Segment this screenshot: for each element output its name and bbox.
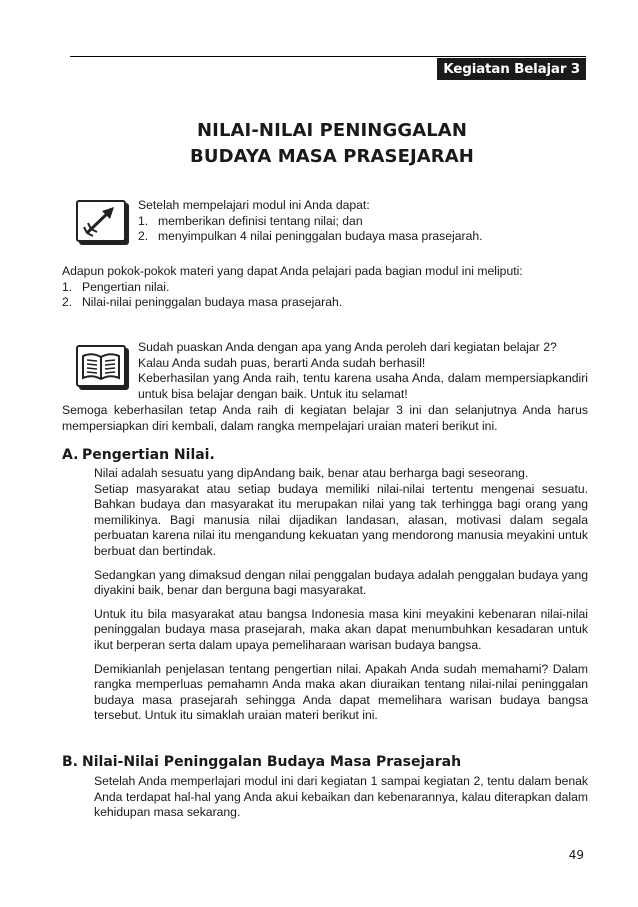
topics-block (62, 264, 588, 311)
list-item: 2. menyimpulkan 4 nilai peninggalan budaya masa prasejarah. (138, 229, 483, 244)
section-b-heading: B. Nilai-Nilai Peninggalan Budaya Masa Prasejarah (62, 754, 462, 770)
section-a-heading: A. Pengertian Nilai. (62, 447, 215, 463)
reflection-block (138, 340, 588, 402)
arrow-target-icon (76, 200, 126, 242)
page-number: 49 (568, 848, 584, 862)
objectives-intro: Setelah mempelajari modul ini Anda dapat: (138, 198, 370, 212)
paragraph: Demikianlah penjelasan tentang pengertian nilai. Apakah Anda sudah memahami? Dalam rangka memperluas pemahamn Anda maka akan diuraikan tentang nilai-nilai peninggalan budaya masa prasejarah sehingga Anda dapat memelihara warisan budaya bangsa tersebut. Untuk itu simaklah uraian materi berikut ini. (94, 661, 588, 723)
paragraph: Sedangkan yang dimaksud dengan nilai penggalan budaya adalah penggalan budaya yang diyakini baik, benar dan berguna bagi masyarakat. (94, 567, 588, 598)
section-a-body (94, 466, 588, 724)
objectives-list (138, 214, 588, 245)
list-item: 1. memberikan definisi tentang nilai; dan (138, 213, 363, 228)
reflection-closing: Semoga keberhasilan tetap Anda raih di kegiatan belajar 3 ini dan selanjutnya Anda harus mempersiapkan diri kembali, dalam rangka mempelajari uraian materi berikut ini. (62, 403, 588, 433)
list-item: 2. Nilai-nilai peninggalan budaya masa prasejarah. (62, 295, 343, 310)
objectives-block (138, 198, 588, 245)
paragraph: Untuk itu bila masyarakat atau bangsa Indonesia masa kini meyakini kebenaran nilai-nilai peninggalan budaya masa prasejarah, maka akan dapat menumbuhkan kesadaran untuk ikut berperan serta dalam upaya pemeliharaan warisan budaya bangsa. (94, 606, 588, 652)
paragraph: Setiap masyarakat atau setiap budaya memiliki nilai-nilai tertentu mengenai sesuatu. Bahkan budaya dan masyarakat itu merupakan nilai yang tak terhingga bagi orang yang memilikinya. Bagi manusia nilai dijadikan landasan, alasan, motivasi dalam segala perbuatan karena nilai itu mengandung kekuatan yang mendorong manusia meyakini untuk berbuat dan bertindak. (94, 481, 588, 558)
title-line-2: BUDAYA MASA PRASEJARAH (190, 146, 474, 167)
header-rule (70, 56, 586, 57)
open-book-icon (76, 345, 126, 387)
title-line-1: NILAI-NILAI PENINGGALAN (196, 120, 467, 141)
reflection-line-2: Kalau Anda sudah puas, berarti Anda sudah berhasil! (138, 355, 426, 370)
list-item: 1. Pengertian nilai. (62, 279, 170, 294)
reflection-line-3: Keberhasilan yang Anda raih, tentu karena usaha Anda, dalam mempersiapkandiri untuk bisa belajar dengan baik. Untuk itu selamat! (138, 371, 588, 401)
paragraph: Nilai adalah sesuatu yang dipAndang baik, benar atau berharga bagi seseorang. (94, 466, 529, 480)
paragraph: Setelah Anda memperlajari modul ini dari kegiatan 1 sampai kegiatan 2, tentu dalam benak Anda terdapat hal-hal yang Anda akui kebaikan dan kebenarannya, kalau diterapkan dalam kehidupan masa sekarang. (94, 774, 588, 820)
topics-intro: Adapun pokok-pokok materi yang dapat Anda pelajari pada bagian modul ini meliputi: (62, 264, 523, 278)
section-b-body (94, 774, 588, 821)
page-title (0, 118, 638, 170)
reflection-line-1: Sudah puaskan Anda dengan apa yang Anda peroleh dari kegiatan belajar 2? (138, 340, 557, 354)
chapter-tag: Kegiatan Belajar 3 (437, 58, 586, 80)
topics-list (62, 280, 588, 311)
